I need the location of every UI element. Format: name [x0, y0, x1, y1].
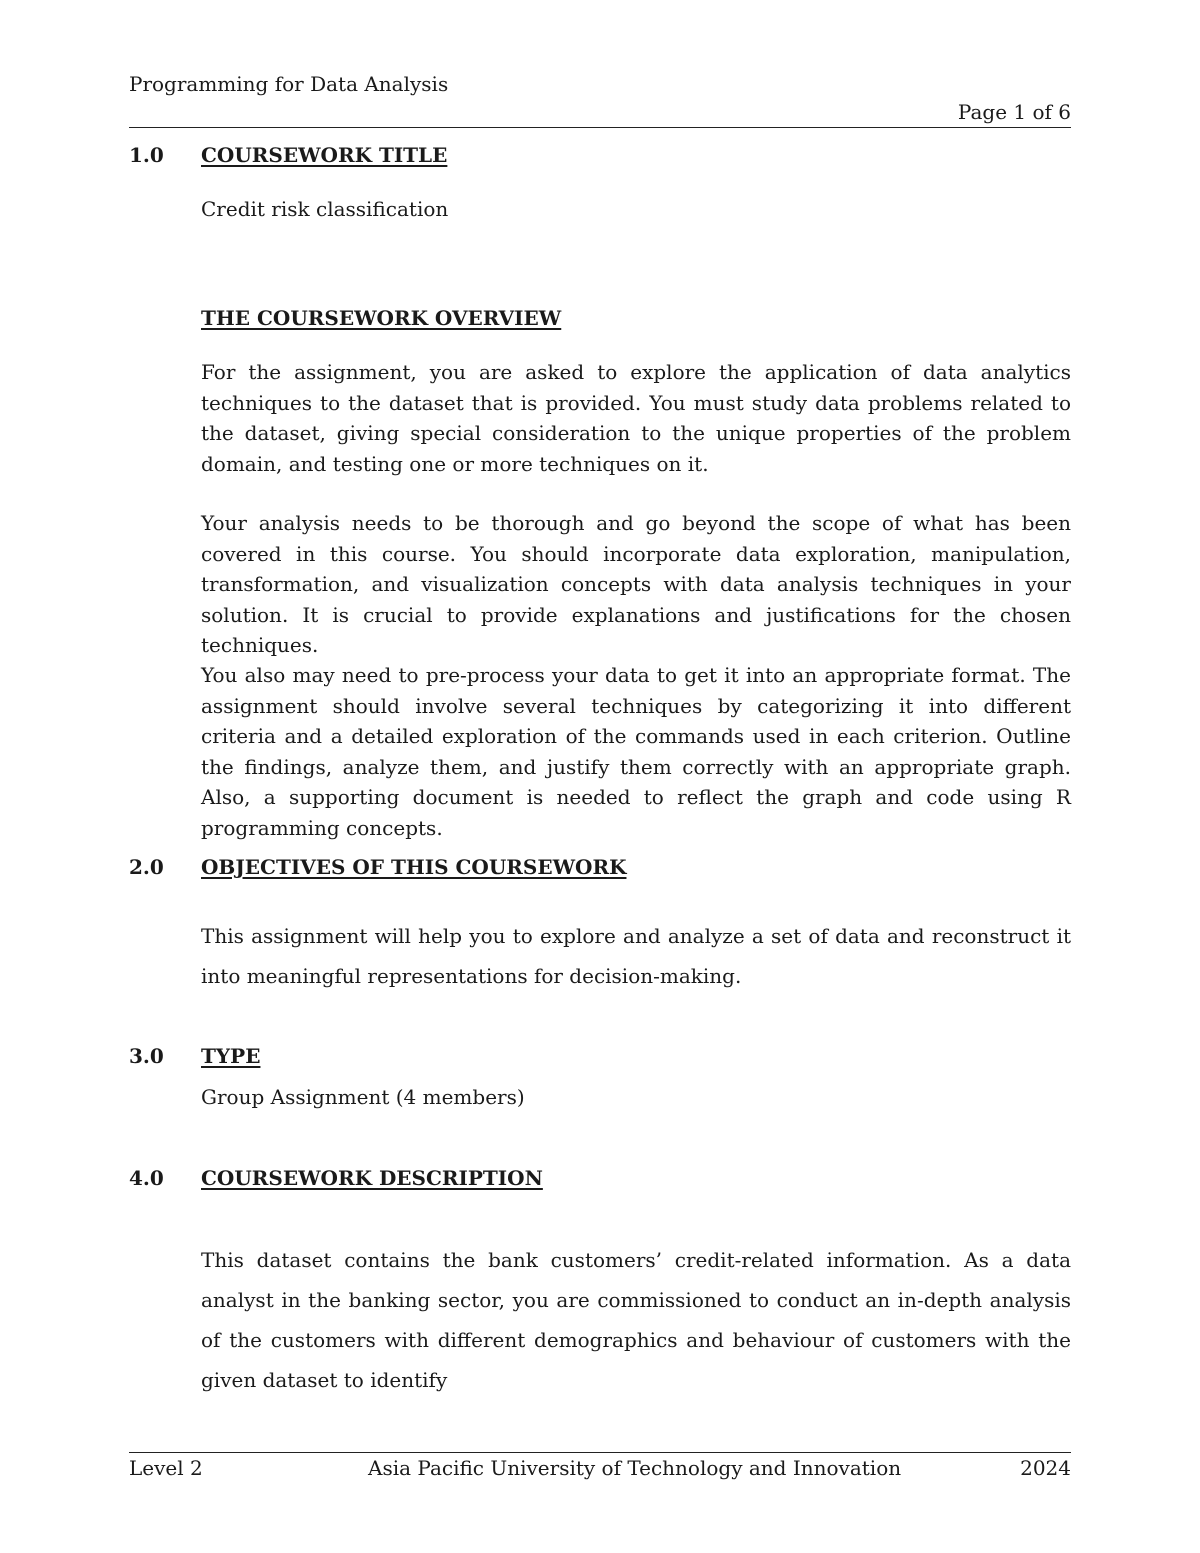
footer-year: 2024: [1020, 1456, 1071, 1480]
assignment-type-text: Group Assignment (4 members): [201, 1085, 525, 1109]
section-1-number: 1.0: [129, 143, 164, 167]
coursework-title-text: Credit risk classification: [201, 197, 449, 221]
description-paragraph: This dataset contains the bank customers’ credit-related information. As a data analyst in the banking sector, you are commissioned to conduct an in-depth analysis of the customers with different demographics and behaviour of customers with the given dataset to identify: [201, 1248, 1071, 1392]
footer-divider: [129, 1452, 1071, 1453]
section-2-title: OBJECTIVES OF THIS COURSEWORK: [201, 855, 627, 879]
section-4-title: COURSEWORK DESCRIPTION: [201, 1166, 543, 1190]
footer-level: Level 2: [129, 1456, 203, 1480]
page-number: Page 1 of 6: [957, 100, 1071, 124]
section-2-number: 2.0: [129, 855, 164, 879]
section-3-number: 3.0: [129, 1044, 164, 1068]
objectives-paragraph: This assignment will help you to explore and analyze a set of data and reconstruct it into meaningful representations for decision-making.: [201, 924, 1071, 988]
section-3-title: TYPE: [201, 1044, 261, 1068]
overview-title: THE COURSEWORK OVERVIEW: [201, 306, 562, 330]
footer-university: Asia Pacific University of Technology and Innovation: [368, 1456, 902, 1480]
section-4-number: 4.0: [129, 1166, 164, 1190]
document-header-title: Programming for Data Analysis: [129, 72, 449, 96]
overview-paragraph-2: Your analysis needs to be thorough and go beyond the scope of what has been covered in this course. You should incorporate data exploration, manipulation, transformation, and visualization concepts with data analysis techniques in your solution. It is crucial to provide explanations and justifications for the chosen techniques.: [201, 511, 1071, 657]
overview-paragraph-3: You also may need to pre-process your data to get it into an appropriate format. The assignment should involve several techniques by categorizing it into different criteria and a detailed exploration of the commands used in each criterion. Outline the findings, analyze them, and justify them correctly with an appropriate graph. Also, a supporting document is needed to reflect the graph and code using R programming concepts.: [201, 663, 1071, 840]
overview-paragraph-1: For the assignment, you are asked to explore the application of data analytics techniques to the dataset that is provided. You must study data problems related to the dataset, giving special consideration to the unique properties of the problem domain, and testing one or more techniques on it.: [201, 360, 1071, 476]
header-divider: [129, 127, 1071, 128]
section-1-title: COURSEWORK TITLE: [201, 143, 448, 167]
